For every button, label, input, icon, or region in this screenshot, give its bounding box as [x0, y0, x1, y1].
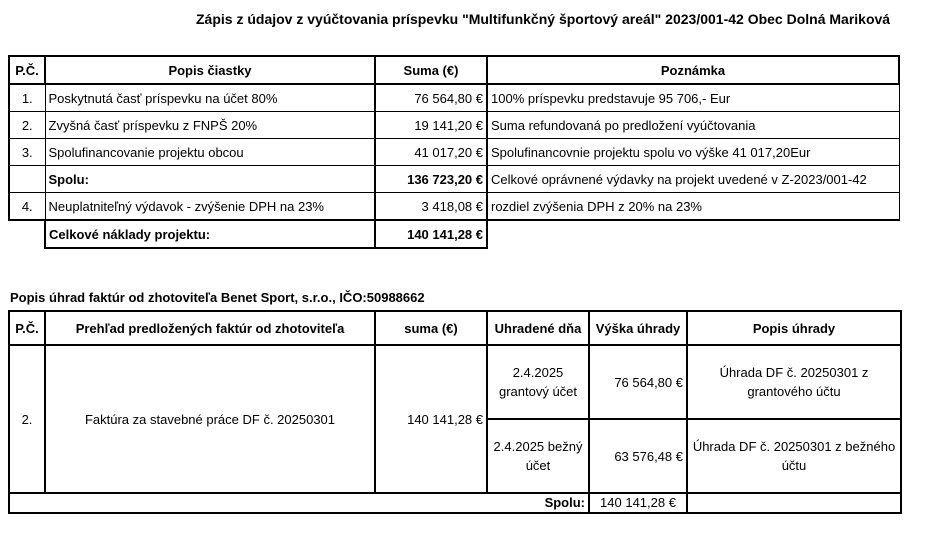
payment-amount: 76 564,80 €: [589, 345, 687, 419]
row-sum: 3 418,08 €: [375, 193, 487, 221]
payment-desc: Úhrada DF č. 20250301 z grantového účtu: [687, 345, 901, 419]
row-desc: Spolufinancovanie projektu obcou: [45, 139, 375, 166]
row-sum: 19 141,20 €: [375, 112, 487, 139]
row-sum: 41 017,20 €: [375, 139, 487, 166]
row-desc: Zvyšná časť príspevku z FNPŠ 20%: [45, 112, 375, 139]
total-row: [9, 220, 899, 248]
document-title: Zápis z údajov z vyúčtovania príspevku "Multifunkčný športový areál" 2023/001-42 Obec Dolná Mariková: [196, 11, 891, 27]
table-row: [9, 139, 899, 166]
payment-date: 2.4.2025 grantový účet: [487, 345, 589, 419]
table-header-row: [9, 311, 901, 345]
invoice-sum: 140 141,28 €: [375, 345, 487, 493]
total-label: Celkové náklady projektu:: [45, 220, 375, 248]
header-note: Poznámka: [487, 56, 899, 84]
payment-amount: 63 576,48 €: [589, 419, 687, 493]
subtotal-row: [9, 166, 899, 193]
header-num: P.Č.: [9, 311, 45, 345]
row-num: 4.: [9, 193, 45, 221]
row-note: Suma refundovaná po predložení vyúčtovania: [487, 112, 899, 139]
total-sum: 140 141,28 €: [375, 220, 487, 248]
invoice-table: [8, 310, 902, 514]
table-row: [9, 345, 901, 419]
row-num: 1.: [9, 84, 45, 112]
row-note: 100% príspevku predstavuje 95 706,- Eur: [487, 84, 899, 112]
row-num: 3.: [9, 139, 45, 166]
row-note: rozdiel zvýšenia DPH z 20% na 23%: [487, 193, 899, 221]
total-amount: 140 141,28 €: [589, 493, 687, 513]
subtotal-sum: 136 723,20 €: [375, 166, 487, 193]
header-desc: Popis čiastky: [45, 56, 375, 84]
budget-table: [8, 55, 900, 249]
row-num: 2.: [9, 112, 45, 139]
header-paid-amount: Výška úhrady: [589, 311, 687, 345]
total-row: [9, 493, 901, 513]
table-row: [9, 84, 899, 112]
header-paid-date: Uhradené dňa: [487, 311, 589, 345]
payment-date: 2.4.2025 bežný účet: [487, 419, 589, 493]
payment-desc: Úhrada DF č. 20250301 z bežného účtu: [687, 419, 901, 493]
row-num: [9, 166, 45, 193]
header-num: P.Č.: [9, 56, 45, 84]
empty-cell: [687, 493, 901, 513]
header-sum: Suma (€): [375, 56, 487, 84]
row-note: Spolufinancovnie projektu spolu vo výške 41 017,20Eur: [487, 139, 899, 166]
invoice-section-title: Popis úhrad faktúr od zhotoviteľa Benet Sport, s.r.o., IČO:50988662: [10, 290, 425, 305]
table-row: [9, 112, 899, 139]
row-desc: Poskytnutá časť príspevku na účet 80%: [45, 84, 375, 112]
empty-cell: [9, 220, 45, 248]
row-desc: Neuplatniteľný výdavok - zvýšenie DPH na 23%: [45, 193, 375, 221]
row-note: Celkové oprávnené výdavky na projekt uvedené v Z-2023/001-42: [487, 166, 899, 193]
empty-cell: [487, 220, 899, 248]
header-paid-desc: Popis úhrady: [687, 311, 901, 345]
table-row: [9, 193, 899, 221]
subtotal-label: Spolu:: [45, 166, 375, 193]
row-sum: 76 564,80 €: [375, 84, 487, 112]
header-desc: Prehľad predložených faktúr od zhotoviteľa: [45, 311, 375, 345]
total-label: Spolu:: [9, 493, 589, 513]
invoice-desc: Faktúra za stavebné práce DF č. 20250301: [45, 345, 375, 493]
header-sum: suma (€): [375, 311, 487, 345]
invoice-num: 2.: [9, 345, 45, 493]
table-header-row: [9, 56, 899, 84]
